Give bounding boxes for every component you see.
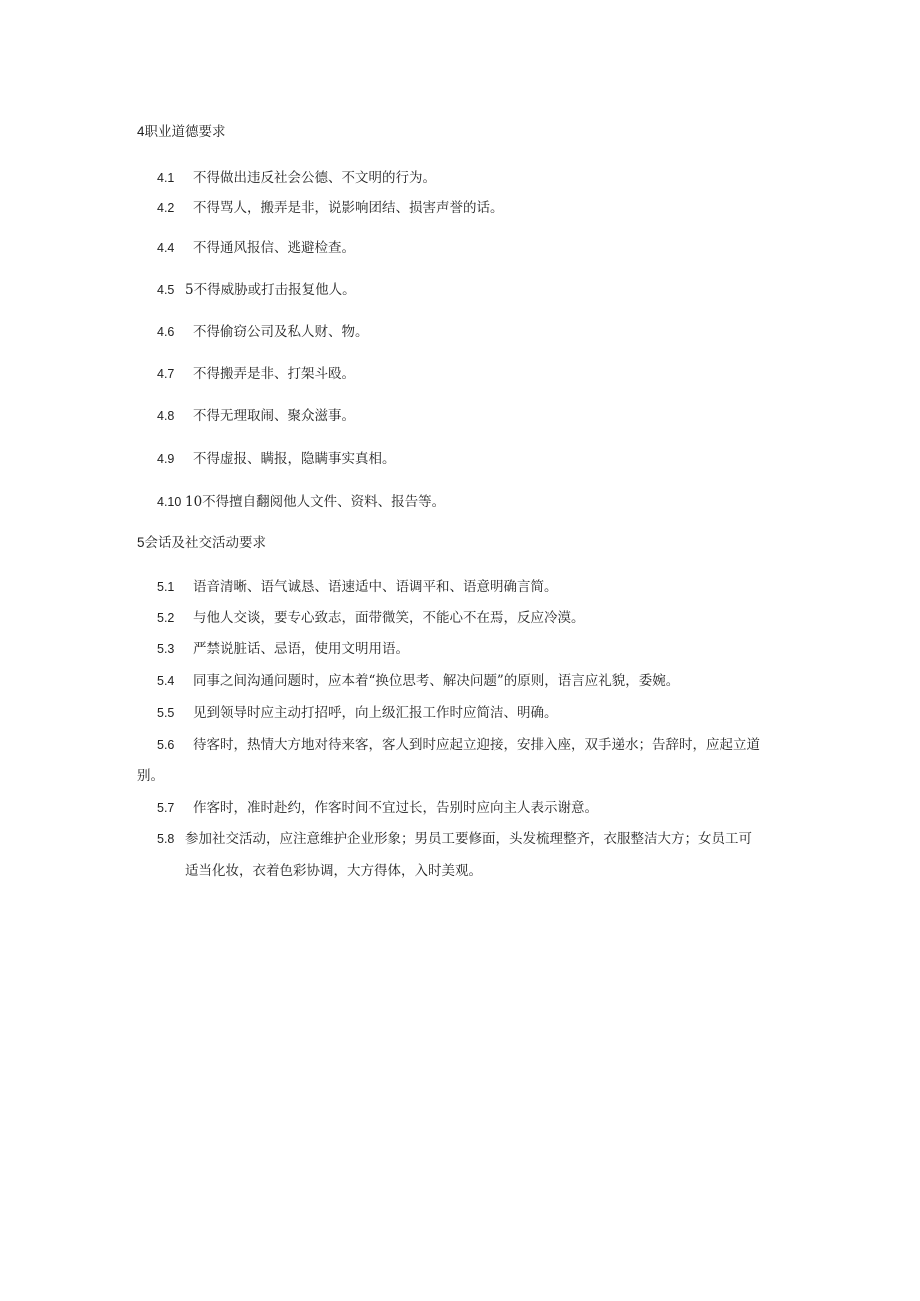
item-number: 4.10 xyxy=(157,495,182,509)
item-text: 与他人交谈，要专心致志，面带微笑，不能心不在焉，反应冷漠。 xyxy=(193,610,585,626)
item-number: 4.1 xyxy=(157,171,175,185)
item-number: 4.7 xyxy=(157,367,175,381)
item-text: 同事之间沟通问题时，应本着“换位思考、解决问题”的原则，语言应礼貌，委婉。 xyxy=(193,673,680,689)
item-text: 不得无理取闹、聚众滋事。 xyxy=(193,408,355,424)
item-number: 4.2 xyxy=(157,201,175,215)
item-number: 4.8 xyxy=(157,409,175,423)
item-text: 不得搬弄是非、打架斗殴。 xyxy=(193,366,355,382)
item-text: 不得通风报信、逃避检查。 xyxy=(193,240,355,256)
list-item-5-5 xyxy=(157,701,558,721)
list-item-5-2 xyxy=(157,606,585,626)
list-item-5-1 xyxy=(157,575,558,595)
item-text: 参加社交活动，应注意维护企业形象；男员工要修面，头发梳理整齐，衣服整洁大方；女员工可 xyxy=(185,831,752,847)
list-item-4-1 xyxy=(157,166,436,186)
item-number: 4.9 xyxy=(157,452,175,466)
item-text: 5不得威胁或打击报复他人。 xyxy=(185,282,356,298)
item-text: 待客时，热情大方地对待来客，客人到时应起立迎接，安排入座，双手递水；告辞时，应起立道 xyxy=(193,737,760,753)
item-text: 语音清晰、语气诚恳、语速适中、语调平和、语意明确言简。 xyxy=(193,579,558,595)
section-4-title: 4职业道德要求 xyxy=(137,124,226,139)
list-item-4-8 xyxy=(157,404,355,424)
list-item-4-6 xyxy=(157,320,369,340)
item-number: 5.8 xyxy=(157,832,175,846)
list-item-5-8-continuation: 适当化妆，衣着色彩协调，大方得体，入时美观。 xyxy=(185,863,482,879)
list-item-4-9 xyxy=(157,447,396,467)
item-text: 作客时，准时赴约，作客时间不宜过长，告别时应向主人表示谢意。 xyxy=(193,800,598,816)
item-text: 不得骂人，搬弄是非，说影响团结、损害声誉的话。 xyxy=(193,200,504,216)
list-item-4-5 xyxy=(157,278,356,298)
list-item-5-6 xyxy=(157,733,760,753)
item-number: 5.2 xyxy=(157,611,175,625)
list-item-4-10 xyxy=(157,490,445,510)
list-item-5-8 xyxy=(157,827,752,847)
list-item-4-2 xyxy=(157,196,504,216)
item-text: 不得偷窃公司及私人财、物。 xyxy=(193,324,369,340)
item-number: 5.5 xyxy=(157,706,175,720)
item-number: 5.4 xyxy=(157,674,175,688)
item-text: 不得做出违反社会公德、不文明的行为。 xyxy=(193,170,436,186)
item-text: 严禁说脏话、忌语，使用文明用语。 xyxy=(193,641,409,657)
item-number: 4.6 xyxy=(157,325,175,339)
item-text: 10不得擅自翻阅他人文件、资料、报告等。 xyxy=(185,494,446,510)
item-number: 5.3 xyxy=(157,642,175,656)
item-text: 见到领导时应主动打招呼，向上级汇报工作时应简洁、明确。 xyxy=(193,705,558,721)
item-number: 5.6 xyxy=(157,738,175,752)
list-item-4-4 xyxy=(157,236,355,256)
item-number: 4.5 xyxy=(157,283,175,297)
section-5-title: 5会话及社交活动要求 xyxy=(137,535,267,550)
list-item-5-7 xyxy=(157,796,598,816)
list-item-5-3 xyxy=(157,637,409,657)
list-item-5-4 xyxy=(157,669,679,689)
item-number: 4.4 xyxy=(157,241,175,255)
item-number: 5.1 xyxy=(157,580,175,594)
item-text: 不得虚报、瞒报，隐瞒事实真相。 xyxy=(193,451,396,467)
list-item-5-6-continuation: 别。 xyxy=(137,768,164,784)
item-number: 5.7 xyxy=(157,801,175,815)
list-item-4-7 xyxy=(157,362,355,382)
